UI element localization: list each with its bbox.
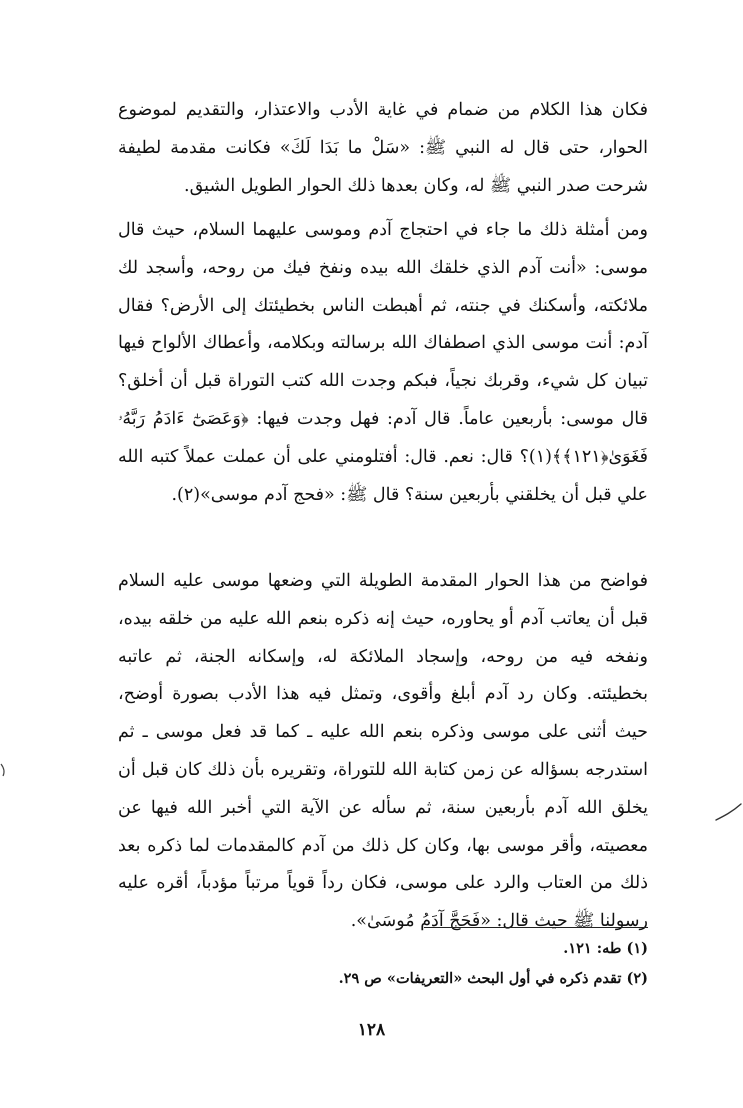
footnote-2: (٢) تقدم ذكره في أول البحث «التعريفات» ص ٢٩.: [338, 970, 648, 987]
page-number: ١٢٨: [357, 1020, 386, 1040]
footnotes: [118, 934, 648, 994]
paragraph-3: فواضح من هذا الحوار المقدمة الطويلة التي وضعها موسى عليه السلام قبل أن يعاتب آدم أو يحاوره، حيث إنه ذكره بنعم الله عليه من خلقه بيده، ونفخه فيه من روحه، وإسجاد الملائكة له، وإسكانه الجنة، ثم عاتبه بخطيئته. وكان رد آدم أبلغ وأقوى، وتمثل فيه هذا الأدب بصورة أوضح، حيث أثنى على موسى وذكره بنعم الله عليه ـ كما قد فعل موسى ـ ثم استدرجه بسؤاله عن زمن كتابة الله للتوراة، وتقريره بأن ذلك كان قبل أن يخلق الله آدم بأربعين سنة، ثم سأله عن الآية التي أخبر الله فيها عن معصيته، وأقر موسى بها، وكان كل ذلك من آدم كالمقدمات لما ذكره بعد ذلك من العتاب والرد على موسى، فكان رداً قوياً مرتباً مؤدباً، أقره عليه رسولنا ﷺ حيث قال: «فَحَجَّ آدَمُ مُوسَىٰ».: [118, 571, 648, 932]
footnote-1: (١) طه: ١٢١.: [563, 940, 648, 957]
margin-pen-mark: [714, 786, 742, 826]
footnote-separator: [424, 927, 648, 928]
paragraph-1: فكان هذا الكلام من ضمام في غاية الأدب والاعتذار، والتقديم لموضوع الحوار، حتى قال له النبي ﷺ: «سَلْ ما بَدَا لَكَ» فكانت مقدمة لطيفة شرحت صدر النبي ﷺ له، وكان بعدها ذلك الحوار الطويل الشيق.: [118, 100, 648, 196]
paragraph-2: ومن أمثلة ذلك ما جاء في احتجاج آدم وموسى عليهما السلام، حيث قال موسى: «أنت آدم الذي خلقك الله بيده ونفخ فيك من روحه، وأسجد لك ملائكته، وأسكنك في جنته، ثم أهبطت الناس بخطيئتك إلى الأرض؟ فقال آدم: أنت موسى الذي اصطفاك الله برسالته وبكلامه، وأعطاك الألواح فيها تبيان كل شيء، وقربك نجياً، فبكم وجدت الله كتب التوراة قبل أن أخلق؟ قال موسى: بأربعين عاماً. قال آدم: فهل وجدت فيها: ﴿وَعَصَىٰٓ ءَادَمُ رَبَّهُۥ فَغَوَىٰ﴿١٢١﴾﴾(١)؟ قال: نعم. قال: أفتلومني على أن عملت عملاً كتبه الله علي قبل أن يخلقني بأربعين سنة؟ قال ﷺ: «فحج آدم موسى»(٢).: [118, 220, 648, 505]
margin-edge-mark: [0, 762, 8, 778]
